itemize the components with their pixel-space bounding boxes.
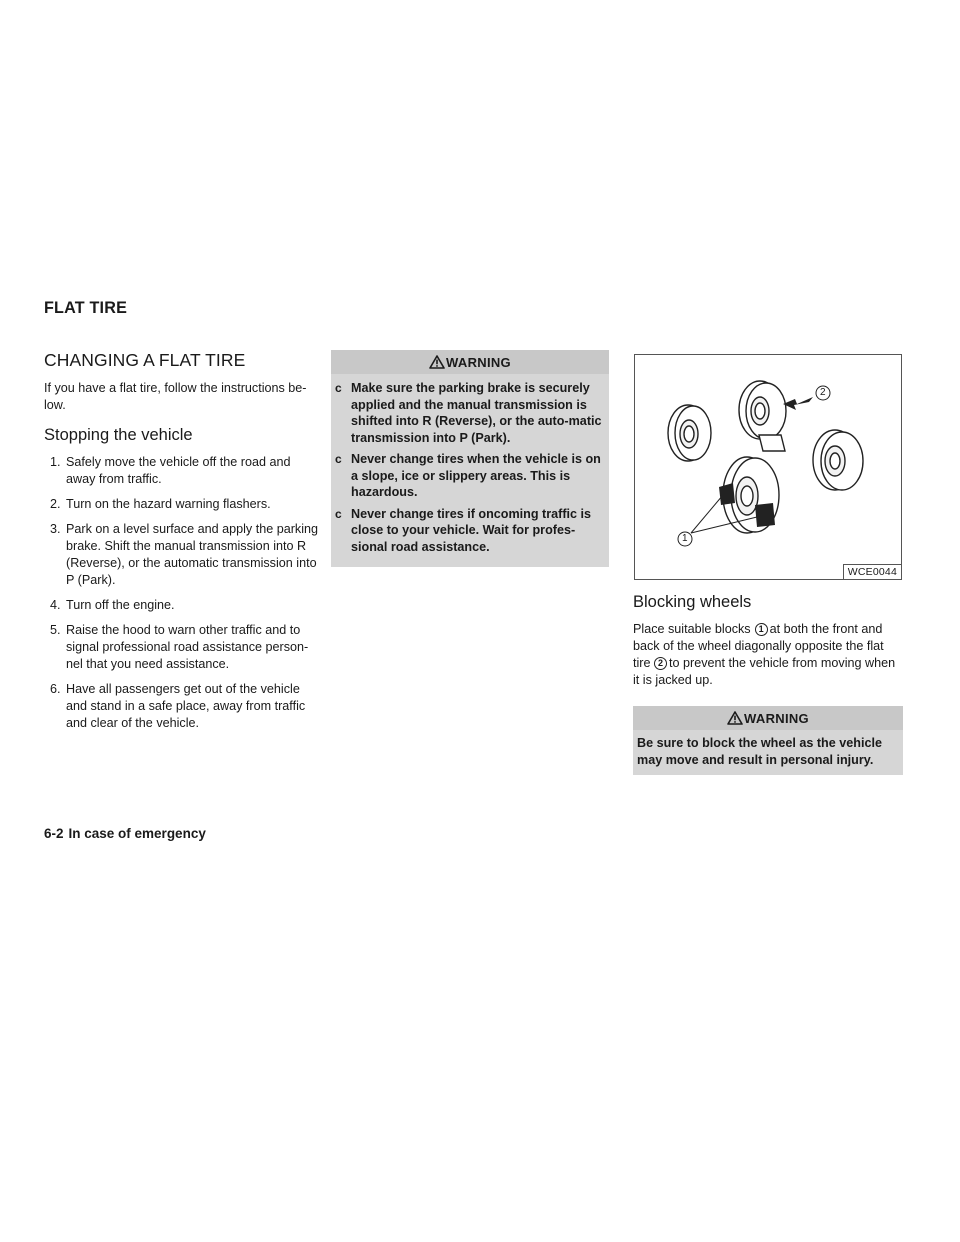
- page-number: 6-2: [44, 826, 64, 841]
- warning-item: c Never change tires when the vehicle is on a slope, ice or slippery areas. This is hazardous.: [335, 452, 601, 499]
- step-item: 4. Turn off the engine.: [50, 598, 175, 612]
- step-item: 3. Park on a level surface and apply the parking brake. Shift the manual transmission into R (Reverse), or the automatic transmission into P (Park).: [50, 522, 319, 587]
- bullet-icon: c: [335, 381, 342, 395]
- tire-illustration: [813, 430, 863, 490]
- warning-triangle-icon: [727, 711, 743, 725]
- warning-item: c Never change tires if oncoming traffic is close to your vehicle. Wait for profes-sional road assistance.: [335, 506, 592, 554]
- arrow-icon: [783, 397, 813, 410]
- stopping-heading: Stopping the vehicle: [44, 426, 193, 444]
- warning-title: WARNING: [446, 354, 511, 370]
- intro-text: If you have a flat tire, follow the instructions be-low.: [44, 381, 307, 412]
- tire-illustration: [739, 381, 786, 451]
- callout-1-label: 1: [682, 533, 688, 544]
- warning-item: c Make sure the parking brake is securely applied and the manual transmission is shifted into R (Reverse), or the auto-matic transmission into P (Park).: [335, 381, 602, 445]
- warning-triangle-icon: [429, 355, 445, 369]
- wheel-block: [719, 483, 735, 505]
- wheel-block-illustration: [634, 354, 902, 580]
- warning-box-parking: [331, 350, 609, 567]
- blocking-heading: Blocking wheels: [633, 593, 752, 611]
- main-heading: CHANGING A FLAT TIRE: [44, 350, 246, 370]
- step-item: 1. Safely move the vehicle off the road and away from traffic.: [50, 455, 291, 486]
- step-item: 5. Raise the hood to warn other traffic and to signal professional road assistance person-nel that you need assistance.: [50, 623, 309, 671]
- warning-text: Be sure to block the wheel as the vehicle may move and result in personal injury.: [637, 736, 882, 767]
- column-right: [633, 354, 903, 775]
- tire-illustration: [668, 405, 711, 461]
- warning-box-block: [633, 706, 903, 775]
- page-footer: [44, 826, 206, 841]
- figure-code: WCE0044: [843, 564, 901, 579]
- warning-title: WARNING: [744, 710, 809, 726]
- wheel-block: [755, 503, 775, 527]
- bullet-icon: c: [335, 506, 342, 521]
- ref-1-badge: 1: [755, 623, 768, 636]
- section-title: FLAT TIRE: [44, 298, 128, 317]
- column-middle: [331, 350, 609, 567]
- step-item: 6. Have all passengers get out of the vehicle and stand in a safe place, away from traffic and clear of the vehicle.: [50, 682, 306, 730]
- chapter-title: In case of emergency: [68, 826, 206, 841]
- blocking-text: Place suitable blocks 1 at both the front and back of the wheel diagonally opposite the flat tire 2 to prevent the vehicle from moving when it is jacked up.: [633, 622, 896, 687]
- callout-2-label: 2: [820, 387, 826, 398]
- stopping-steps: [44, 454, 322, 732]
- column-left: [44, 350, 322, 740]
- ref-2-badge: 2: [654, 657, 667, 670]
- step-item: 2. Turn on the hazard warning flashers.: [50, 497, 271, 511]
- bullet-icon: c: [335, 452, 342, 466]
- warning-header: [331, 350, 609, 374]
- warning-header: [633, 706, 903, 730]
